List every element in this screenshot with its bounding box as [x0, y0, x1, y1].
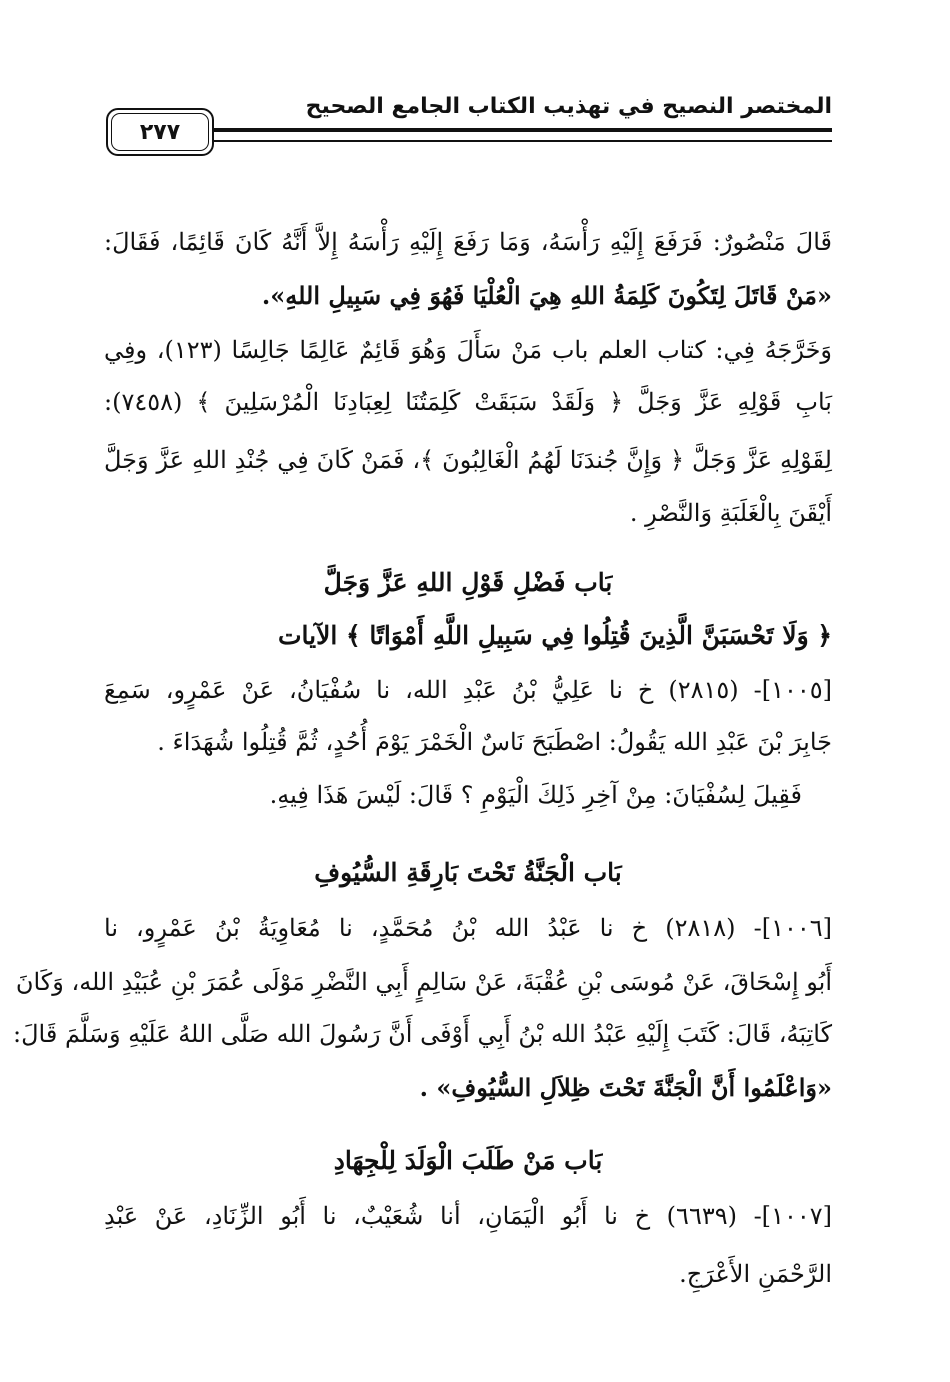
body-line: قَالَ مَنْصُورٌ: فَرَفَعَ إِلَيْهِ رَأْسَهُ، وَمَا رَفَعَ إِلَيْهِ رَأْسَهُ إِلاَّ أَنَّهُ كَانَ قَائِمًا، فَقَالَ: [104, 228, 832, 256]
body-line: «مَنْ قَاتَلَ لِتَكُونَ كَلِمَةُ اللهِ هِيَ الْعُلْيَا فَهُوَ فِي سَبِيلِ اللهِ». [261, 281, 832, 310]
hadith-line: الرَّحْمَنِ الأَعْرَجِ. [679, 1260, 832, 1288]
hadith-line: «وَاعْلَمُوا أَنَّ الْجَنَّةَ تَحْتَ ظِلاَلِ السُّيُوفِ» . [419, 1073, 832, 1102]
body-line: أَيْقَنَ بِالْغَلَبَةِ وَالنَّصْرِ . [629, 499, 832, 527]
chapter-verse: ﴿ وَلَا تَحْسَبَنَّ الَّذِينَ قُتِلُوا فِي سَبِيلِ اللَّهِ أَمْوَاتًا ﴾ الآيات [277, 621, 832, 650]
header-rule [214, 128, 832, 142]
hadith-line: [١٠٠٧]- (٦٦٣٩) خ نا أَبُو الْيَمَانِ، أنا شُعَيْبٌ، نا أَبُو الزِّنَادِ، عَنْ عَبْدِ [104, 1202, 832, 1230]
hadith-line: [١٠٠٥]- (٢٨١٥) خ نا عَلِيُّ بْنُ عَبْدِ الله، نا سُفْيَانُ، عَنْ عَمْرٍو، سَمِعَ [104, 676, 832, 704]
hadith-line: كَاتِبَهُ، قَالَ: كَتَبَ إِلَيْهِ عَبْدُ الله بْنُ أَبِي أَوْفَى أَنَّ رَسُولَ الله صَلَّى اللهُ عَلَيْهِ وَسَلَّمَ قَالَ: [13, 1020, 832, 1048]
body-line: بَابِ قَوْلِهِ عَزَّ وَجَلَّ ﴿ وَلَقَدْ سَبَقَتْ كَلِمَتُنَا لِعِبَادِنَا الْمُرْسَلِينَ ﴾ (٧٤٥٨): [104, 388, 832, 416]
hadith-line: أَبُو إِسْحَاقَ، عَنْ مُوسَى بْنِ عُقْبَةَ، عَنْ سَالِمٍ أَبِي النَّضْرِ مَوْلَى عُمَرَ بْنِ عُبَيْدِ الله، وَكَانَ [15, 968, 832, 996]
hadith-line: [١٠٠٦]- (٢٨١٨) خ نا عَبْدُ الله بْنُ مُحَمَّدٍ، نا مُعَاوِيَةُ بْنُ عَمْرٍو، نا [104, 914, 832, 942]
chapter-heading: بَاب الْجَنَّةُ تَحْتَ بَارِقَةِ السُّيُوفِ [314, 858, 622, 887]
hadith-line: فَقِيلَ لِسُفْيَانَ: مِنْ آخِرِ ذَلِكَ الْيَوْمِ ؟ قَالَ: لَيْسَ هَذَا فِيهِ. [269, 781, 802, 809]
page-number-text: ٢٧٧ [139, 119, 181, 145]
body-line: لِقَوْلِهِ عَزَّ وَجَلَّ ﴿ وَإِنَّ جُندَنَا لَهُمُ الْغَالِبُونَ ﴾، فَمَنْ كَانَ فِي جُنْدِ اللهِ عَزَّ وَجَلَّ [104, 446, 832, 474]
page-number [106, 108, 214, 156]
chapter-heading: بَاب فَضْلِ قَوْلِ اللهِ عَزَّ وَجَلَّ [323, 568, 613, 597]
body-line: وَخَرَّجَهُ فِي: كتاب العلم باب مَنْ سَأَلَ وَهُوَ قَائِمٌ عَالِمًا جَالِسًا (١٢٣)، وفِي [104, 336, 832, 364]
chapter-heading: بَاب مَنْ طَلَبَ الْوَلَدَ لِلْجِهَادِ [333, 1146, 603, 1175]
running-title: المختصر النصيح في تهذيب الكتاب الجامع الصحيح [305, 94, 832, 119]
hadith-line: جَابِرَ بْنَ عَبْدِ الله يَقُولُ: اصْطَبَحَ نَاسٌ الْخَمْرَ يَوْمَ أُحُدٍ، ثُمَّ قُتِلُوا شُهَدَاءَ . [157, 728, 832, 756]
